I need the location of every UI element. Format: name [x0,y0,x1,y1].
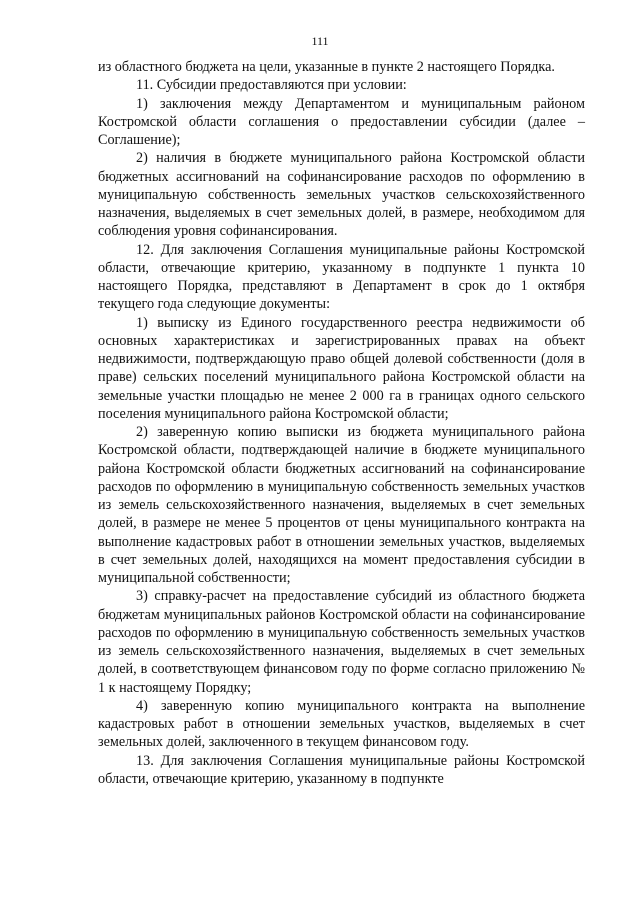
page-number: 111 [311,34,329,48]
paragraph-clause-12-item-4: 4) заверенную копию муниципального контракта на выполнение кадастровых работ в отношении земельных участков, выделяемых в счет земельных долей, заключенного в текущем финансовом году. [98,697,585,751]
paragraph-clause-12-item-1: 1) выписку из Единого государственного реестра недвижимости об основных характеристиках и зарегистрированных правах на объект недвижимости, подтверждающую право общей долевой собственности (доля в праве) сельских поселений муниципального района Костромской области на земельные участки площадью не менее 2 000 га в границах одного сельского поселения муниципального района Костромской области; [98,314,585,422]
paragraph-clause-12-item-2: 2) заверенную копию выписки из бюджета муниципального района Костромской области, подтверждающей наличие в бюджете муниципального района Костромской области бюджетных ассигнований на софинансирование расходов по оформлению в муниципальную собственность земельных участков из земель сельскохозяйственного назначения, выделяемых в счет земельных долей, в размере не менее 5 процентов от цены муниципального контракта на выполнение кадастровых работ в отношении земельных участков, выделяемых в счет земельных долей, находящихся на момент предоставления субсидии в муниципальной собственности; [98,424,585,586]
paragraph-clause-12: 12. Для заключения Соглашения муниципальные районы Костромской области, отвечающие критерию, указанному в подпункте 1 пункта 10 настоящего Порядка, представляют в Департамент в срок до 1 октября текущего года следующие документы: [98,241,585,313]
document-body [98,58,585,788]
paragraph-clause-11: 11. Субсидии предоставляются при условии: [136,77,407,94]
paragraph-clause-12-item-3: 3) справку-расчет на предоставление субсидий из областного бюджета бюджетам муниципальных районов Костромской области на софинансирование расходов по оформлению в муниципальную собственность земельных участков из земель сельскохозяйственного назначения, выделяемых в счет земельных долей, в соответствующем финансовом году по форме согласно приложению № 1 к настоящему Порядку; [98,588,585,696]
paragraph-clause-11-item-2: 2) наличия в бюджете муниципального района Костромской области бюджетных ассигнований на софинансирование расходов по оформлению в муниципальную собственность земельных участков сельскохозяйственного назначения, выделяемых в счет земельных долей, в размере, необходимом для соблюдения уровня софинансирования. [98,150,585,240]
paragraph-continuation: из областного бюджета на цели, указанные в пункте 2 настоящего Порядка. [98,59,555,75]
paragraph-clause-11-item-1: 1) заключения между Департаментом и муниципальным районом Костромской области соглашения о предоставлении субсидии (далее – Соглашение); [98,95,585,148]
paragraph-clause-13: 13. Для заключения Соглашения муниципальные районы Костромской области, отвечающие критерию, указанному в подпункте [98,752,585,787]
